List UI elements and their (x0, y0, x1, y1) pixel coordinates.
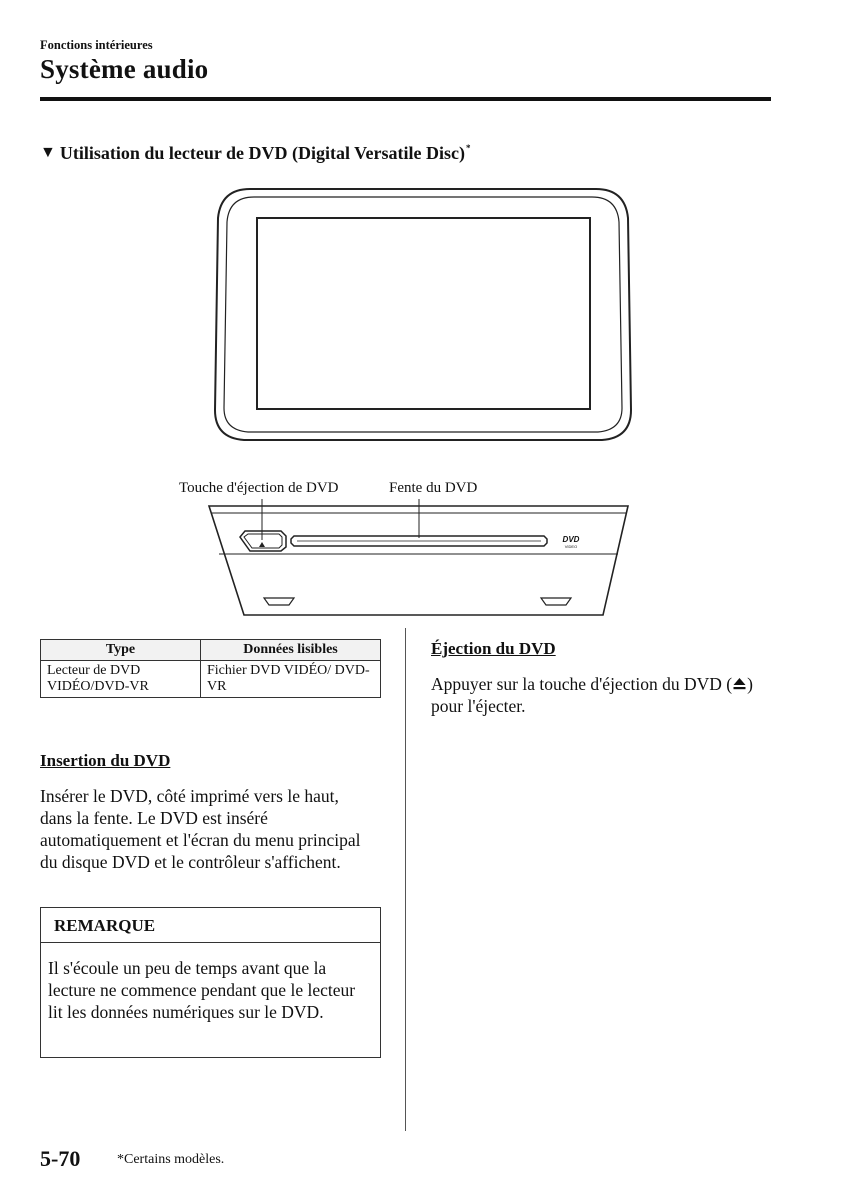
disc-slot-label: Fente du DVD (389, 480, 478, 496)
breadcrumb: Fonctions intérieures (40, 38, 153, 52)
page-title: Système audio (40, 54, 209, 84)
page-number: 5-70 (40, 1146, 81, 1171)
section-title-text: Utilisation du lecteur de DVD (Digital Versatile Disc) (59, 143, 465, 163)
insertion-heading: Insertion du DVD (40, 751, 171, 770)
column-divider (405, 628, 406, 1131)
down-triangle-icon: ▼ (40, 144, 56, 161)
dvd-logo: DVD (562, 535, 580, 544)
table-header-row (41, 640, 381, 661)
table-header-type: Type (41, 640, 201, 661)
title-rule (40, 97, 771, 101)
note-text: Il s'écoule un peu de temps avant que la lecture ne commence pendant que le lecteur lit les données numériques sur le DVD. (48, 958, 356, 1022)
table-cell-type: Lecteur de DVD VIDÉO/DVD-VR (41, 661, 201, 698)
table-cell-data: Fichier DVD VIDÉO/ DVD-VR (201, 661, 381, 698)
dvd-logo-sub: VIDEO (564, 544, 578, 549)
readable-data-table (40, 639, 381, 698)
table-header-data: Données lisibles (201, 640, 381, 661)
eject-button-label: Touche d'éjection de DVD (179, 480, 339, 496)
dvd-unit-illustration (0, 180, 845, 630)
footnote: *Certains modèles. (117, 1152, 225, 1167)
ejection-text-before: Appuyer sur la touche d'éjection du DVD ( (431, 674, 733, 694)
ejection-text-after: ) pour l'éjecter. (431, 674, 753, 716)
table-row (41, 661, 381, 698)
insertion-text: Insérer le DVD, côté imprimé vers le haut, dans la fente. Le DVD est inséré automatiquement et l'écran du menu principal du disque DVD et le contrôleur s'affichent. (40, 786, 361, 872)
section-title-mark: * (465, 143, 471, 153)
note-box (40, 907, 381, 1058)
eject-icon (259, 542, 265, 547)
ejection-heading: Éjection du DVD (431, 639, 556, 658)
eject-icon (732, 677, 747, 691)
section-title (40, 143, 470, 164)
monitor-illustration (215, 189, 631, 440)
note-heading: REMARQUE (41, 908, 380, 943)
ejection-text (431, 673, 771, 717)
